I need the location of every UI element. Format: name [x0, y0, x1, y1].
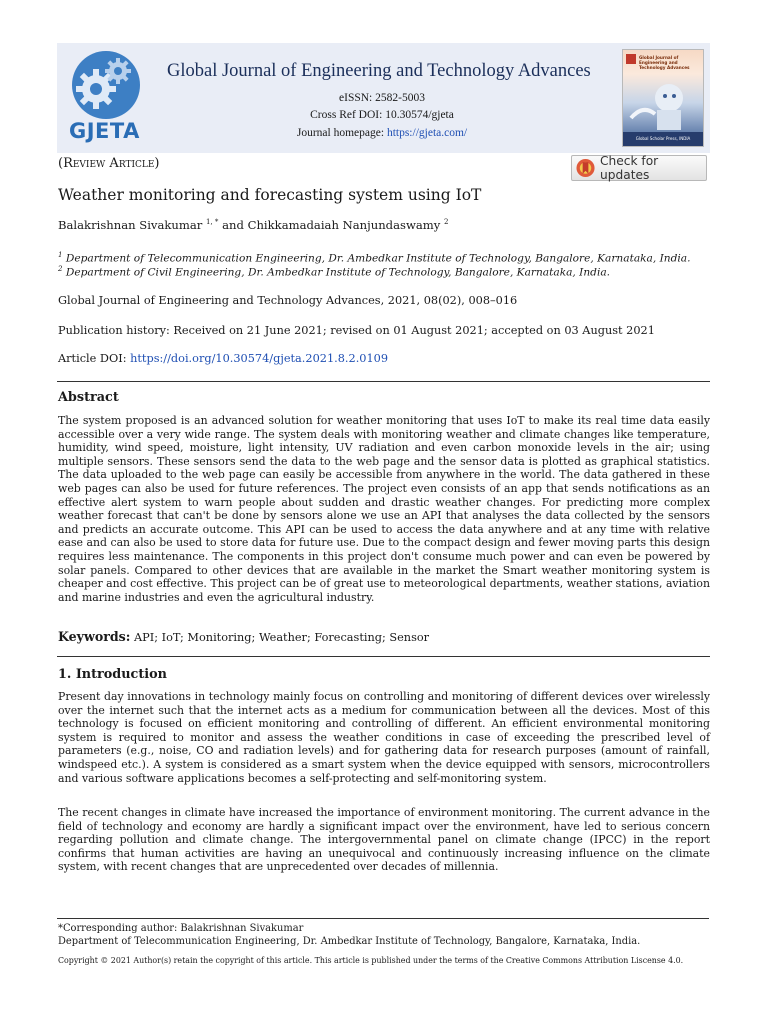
homepage-link[interactable]: https://gjeta.com/	[386, 127, 468, 139]
homepage-label: Journal homepage:	[296, 127, 387, 139]
article-doi	[58, 352, 388, 365]
article-type: (Review Article)	[58, 156, 160, 171]
abstract-heading: Abstract	[58, 390, 119, 405]
affiliation-superscript: 2	[58, 265, 63, 273]
corresponding-author: *Corresponding author: Balakrishnan Sivakumar	[58, 923, 304, 934]
citation: Global Journal of Engineering and Technology Advances, 2021, 08(02), 008–016	[58, 294, 518, 307]
divider	[57, 381, 710, 382]
keywords-text: API; IoT; Monitoring; Weather; Forecasting; Sensor	[130, 631, 430, 644]
affiliation-superscript: 1	[58, 251, 63, 259]
introduction-heading: 1. Introduction	[58, 667, 167, 682]
author-list	[58, 218, 448, 232]
publication-history: Publication history: Received on 21 June 2021; revised on 01 August 2021; accepted on 03 August 2021	[58, 324, 655, 337]
check-for-updates-label: Check for updates	[600, 154, 659, 182]
author-name[interactable]: Balakrishnan Sivakumar	[58, 218, 207, 232]
robot-hand-icon	[629, 74, 697, 130]
author-superscript: 2	[444, 218, 449, 227]
cover-publisher: Global Scholar Press, INDIA	[623, 132, 703, 146]
abstract-text: The system proposed is an advanced solution for weather monitoring that uses IoT to make its real time data easily accessible over a very wide range. The system deals with monitoring weather and climate changes like temperature, humidity, wind speed, moisture, light intensity, UV radiation and even carbon monoxide levels in the air; using multiple sensors. These sensors send the data to the web page and the sensor data is plotted as graphical statistics. The data uploaded to the web page can easily be accessible from anywhere in the world. The data gathered in these web pages can also be used for future references. The project even consists of an app that sends notifications as an effective alert system to warn people about sudden and drastic weather changes. For predicting more complex weather forecast that can't be done by sensors alone we use an API that analyses the data collected by the sensors and predicts an accurate outcome. This API can be used to access the data anywhere and at any time with relative ease and can also be used to store data for future use. Due to the compact design and fewer moving parts this design requires less maintenance. The components in this project don't consume much power and can even be powered by solar panels. Compared to other devices that are available in the market the Smart weather monitoring system is cheaper and cost effective. This project can be of great use to meteorological departments, weather stations, aviation and marine industries and even the agricultural industry.	[58, 414, 710, 604]
author-connector: and	[218, 218, 248, 232]
journal-title: Global Journal of Engineering and Technology Advances	[167, 61, 591, 81]
crossref-doi: Cross Ref DOI: 10.30574/gjeta	[310, 109, 454, 121]
affiliation-text: Department of Telecommunication Engineering, Dr. Ambedkar Institute of Technology, Bangalore, Karnataka, India.	[62, 252, 691, 265]
copyright-notice: Copyright © 2021 Author(s) retain the copyright of this article. This article is published under the terms of the Creative Commons Attribution Liscense 4.0.	[58, 956, 684, 965]
keywords	[58, 629, 429, 644]
keywords-label: Keywords:	[58, 629, 131, 644]
journal-banner	[57, 43, 710, 153]
divider	[57, 656, 710, 657]
affiliation	[58, 251, 690, 265]
affiliation-text: Department of Civil Engineering, Dr. Ambedkar Institute of Technology, Bangalore, Karnataka, India.	[62, 266, 611, 279]
author-name[interactable]: Chikkamadaiah Nanjundaswamy	[247, 218, 445, 232]
corresponding-department: Department of Telecommunication Engineering, Dr. Ambedkar Institute of Technology, Bangalore, Karnataka, India.	[58, 936, 641, 947]
paper-title: Weather monitoring and forecasting system using IoT	[58, 186, 482, 204]
check-for-updates-button[interactable]	[571, 155, 707, 181]
journal-cover[interactable]	[622, 49, 704, 147]
footnote-divider	[57, 918, 709, 919]
doi-link[interactable]: https://doi.org/10.30574/gjeta.2021.8.2.0109	[130, 352, 389, 365]
introduction-paragraph: Present day innovations in technology mainly focus on controlling and monitoring of different devices over wirelessly over the internet such that the internet acts as a medium for communication between all the devices. Most of this technology is focused on efficient monitoring and controlling of different. An efficient environmental monitoring system is required to monitor and assess the weather conditions in case of exceeding the prescribed level of parameters (e.g., noise, CO and radiation levels) and for gathering data for research purposes (amount of rainfall, windspeed etc.). A system is considered as a smart system when the device equipped with sensors, microcontrollers and various software applications becomes a self-protecting and self-monitoring system.	[58, 690, 710, 785]
author-superscript: 1, *	[206, 218, 219, 227]
eissn: eISSN: 2582-5003	[339, 92, 425, 104]
introduction-paragraph: The recent changes in climate have increased the importance of environment monitoring. The current advance in the field of technology and economy are hardly a significant impact over the environment, have led to serious concern regarding pollution and climate change. The intergovernmental panel on climate change (IPCC) in the report confirms that human activities are having an unequivocal and continuously increasing influence on the climate system, with recent changes that are unprecedented over decades of millennia.	[58, 806, 710, 874]
crossmark-icon	[576, 158, 595, 178]
logo-text: GJETA	[69, 119, 140, 143]
doi-label: Article DOI:	[58, 352, 131, 365]
journal-homepage	[167, 127, 597, 139]
cover-title: Global Journal of Engineering and Technology Advances	[639, 55, 690, 70]
affiliation	[58, 265, 610, 279]
cover-logo-icon	[626, 54, 636, 64]
